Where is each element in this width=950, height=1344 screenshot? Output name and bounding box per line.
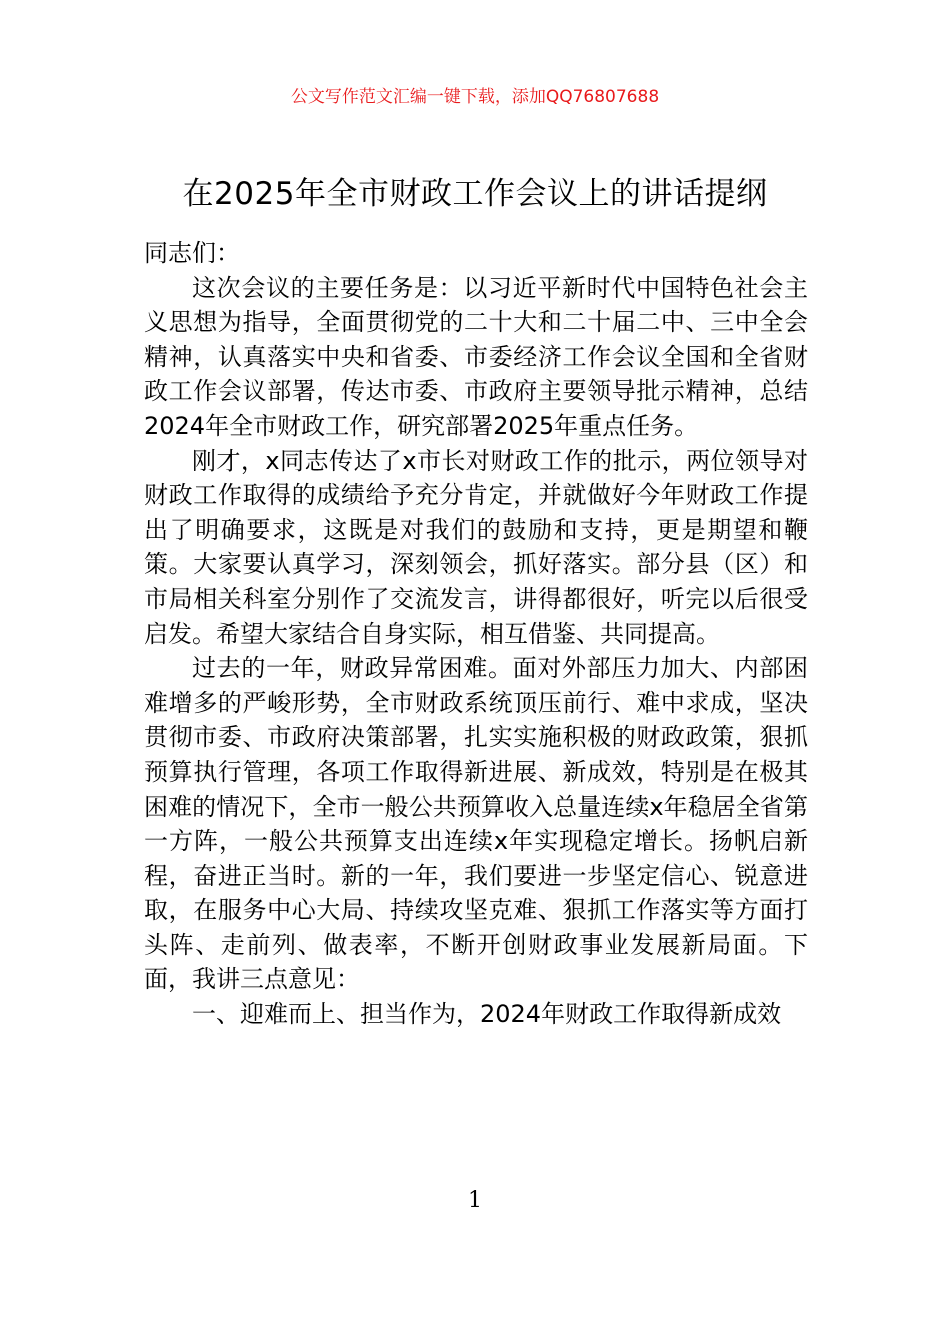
document-title: 在2025年全市财政工作会议上的讲话提纲 <box>182 176 768 212</box>
download-notice: 公文写作范文汇编一键下载，添加QQ76807688 <box>290 87 660 107</box>
page-number: 1 <box>468 1188 482 1213</box>
paragraph-meeting-tasks: 这次会议的主要任务是：以习近平新时代中国特色社会主义思想为指导，全面贯彻党的二十大和二十届二中、三中全会精神，认真落实中央和省委、市委经济工作会议全国和全省财政工作会议部署，传达市委、市政府主要领导批示精神，总结2024年全市财政工作，研究部署2025年重点任务。 <box>144 273 808 440</box>
document-body <box>144 236 808 1032</box>
salutation: 同志们： <box>144 239 240 267</box>
paragraph-leader-remarks: 刚才，x同志传达了x市长对财政工作的批示，两位领导对财政工作取得的成绩给予充分肯定，并就做好今年财政工作提出了明确要求，这既是对我们的鼓励和支持，更是期望和鞭策。大家要认真学习，深刻领会，抓好落实。部分县（区）和市局相关科室分别作了交流发言，讲得都很好，听完以后很受启发。希望大家结合自身实际，相互借鉴、共同提高。 <box>144 446 808 648</box>
section-heading-one: 一、迎难而上、担当作为，2024年财政工作取得新成效 <box>192 1000 782 1029</box>
paragraph-year-review: 过去的一年，财政异常困难。面对外部压力加大、内部困难增多的严峻形势，全市财政系统顶压前行、难中求成，坚决贯彻市委、市政府决策部署，扎实实施积极的财政政策，狠抓预算执行管理，各项工作取得新进展、新成效，特别是在极其困难的情况下，全市一般公共预算收入总量连续x年稳居全省第一方阵，一般公共预算支出连续x年实现稳定增长。扬帆启新程，奋进正当时。新的一年，我们要进一步坚定信心、锐意进取，在服务中心大局、持续攻坚克难、狠抓工作落实等方面打头阵、走前列、做表率，不断开创财政事业发展新局面。下面，我讲三点意见： <box>144 654 808 994</box>
